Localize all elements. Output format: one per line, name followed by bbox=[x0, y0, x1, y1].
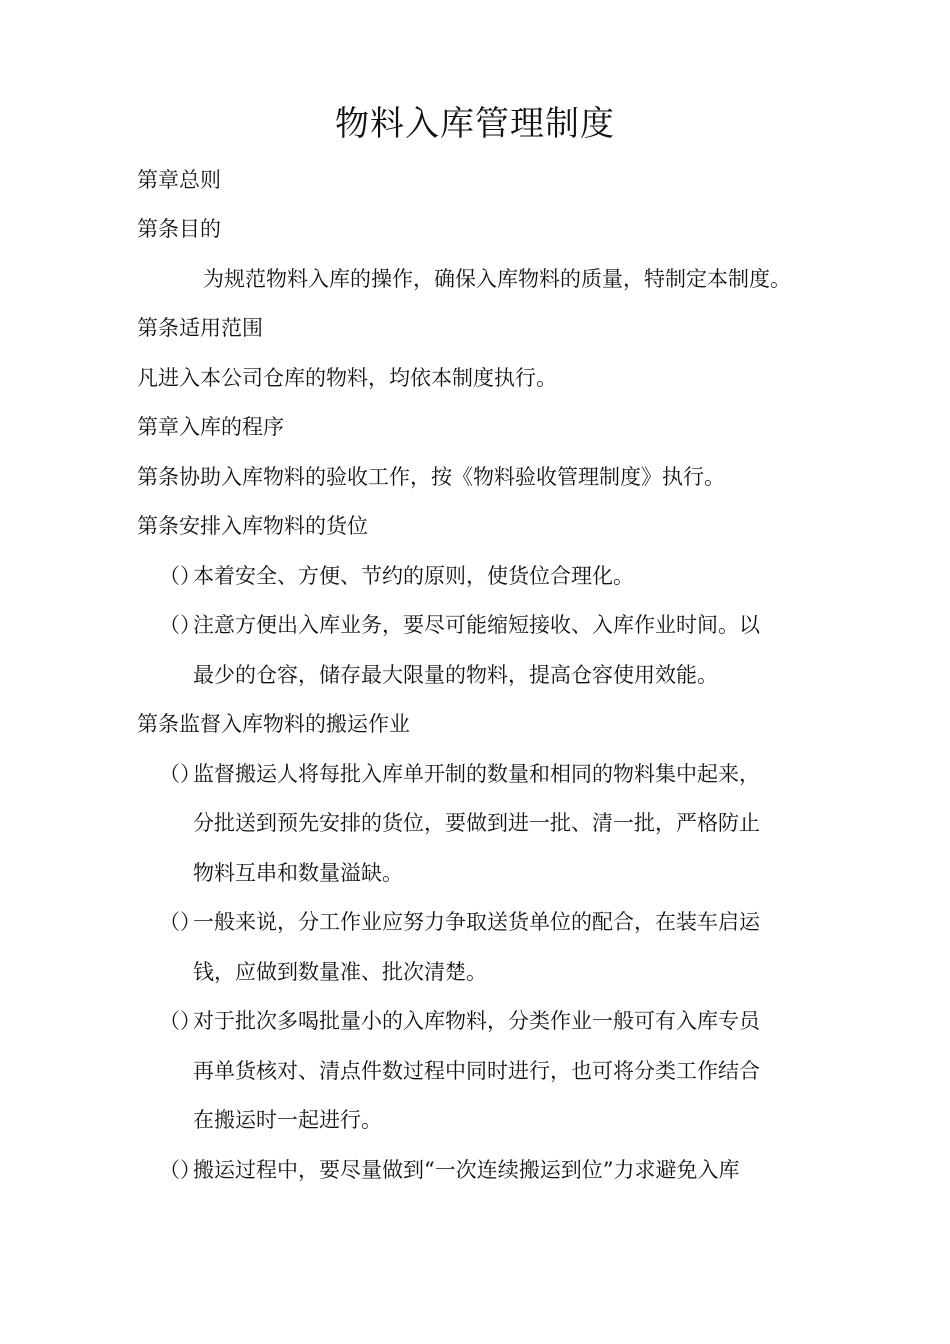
list-item-continuation: 钱，应做到数量准、批次清楚。 bbox=[193, 960, 487, 984]
list-item-text: 本着安全、方便、节约的原则，使货位合理化。 bbox=[193, 564, 634, 588]
bullet-mark: （） bbox=[159, 1009, 201, 1033]
purpose-paragraph: 为规范物料入库的操作，确保入库物料的质量，特制定本制度。 bbox=[203, 267, 791, 291]
list-item bbox=[159, 561, 634, 591]
list-item bbox=[159, 907, 760, 937]
list-item bbox=[159, 1006, 760, 1036]
list-item-text: 对于批次多喝批量小的入库物料，分类作业一般可有入库专员 bbox=[193, 1009, 760, 1033]
article-heading-purpose: 第条目的 bbox=[137, 217, 221, 241]
list-item-continuation: 最少的仓容，储存最大限量的物料，提高仓容使用效能。 bbox=[193, 663, 718, 687]
bullet-mark: （） bbox=[159, 564, 201, 588]
list-item-text: 一般来说，分工作业应努力争取送货单位的配合，在装车启运 bbox=[193, 910, 760, 934]
list-item-continuation: 再单货核对、清点件数过程中同时进行，也可将分类工作结合 bbox=[193, 1059, 760, 1083]
bullet-mark: （） bbox=[159, 1158, 201, 1182]
chapter-heading-general: 第章总则 bbox=[137, 168, 221, 192]
bullet-mark: （） bbox=[159, 910, 201, 934]
list-item-text: 搬运过程中，要尽量做到“一次连续搬运到位”力求避免入库 bbox=[193, 1158, 740, 1182]
bullet-mark: （） bbox=[159, 613, 201, 637]
list-item bbox=[159, 1155, 739, 1185]
scope-paragraph: 凡进入本公司仓库的物料，均依本制度执行。 bbox=[137, 366, 557, 390]
list-item-text: 注意方便出入库业务，要尽可能缩短接收、入库作业时间。以 bbox=[193, 613, 760, 637]
list-item-continuation: 分批送到预先安排的货位，要做到进一批、清一批，严格防止 bbox=[193, 811, 760, 835]
list-item-continuation: 物料互串和数量溢缺。 bbox=[193, 861, 403, 885]
article-heading-arrange: 第条安排入库物料的货位 bbox=[137, 514, 368, 538]
article-assist-inspection: 第条协助入库物料的验收工作，按《物料验收管理制度》执行。 bbox=[137, 465, 725, 489]
article-heading-supervise: 第条监督入库物料的搬运作业 bbox=[137, 712, 410, 736]
document-title: 物料入库管理制度 bbox=[335, 104, 615, 144]
article-heading-scope: 第条适用范围 bbox=[137, 316, 263, 340]
list-item bbox=[159, 759, 760, 789]
chapter-heading-procedure: 第章入库的程序 bbox=[137, 415, 284, 439]
bullet-mark: （） bbox=[159, 762, 201, 786]
list-item bbox=[159, 610, 760, 640]
list-item-continuation: 在搬运时一起进行。 bbox=[193, 1108, 382, 1132]
list-item-text: 监督搬运人将每批入库单开制的数量和相同的物料集中起来， bbox=[193, 762, 760, 786]
